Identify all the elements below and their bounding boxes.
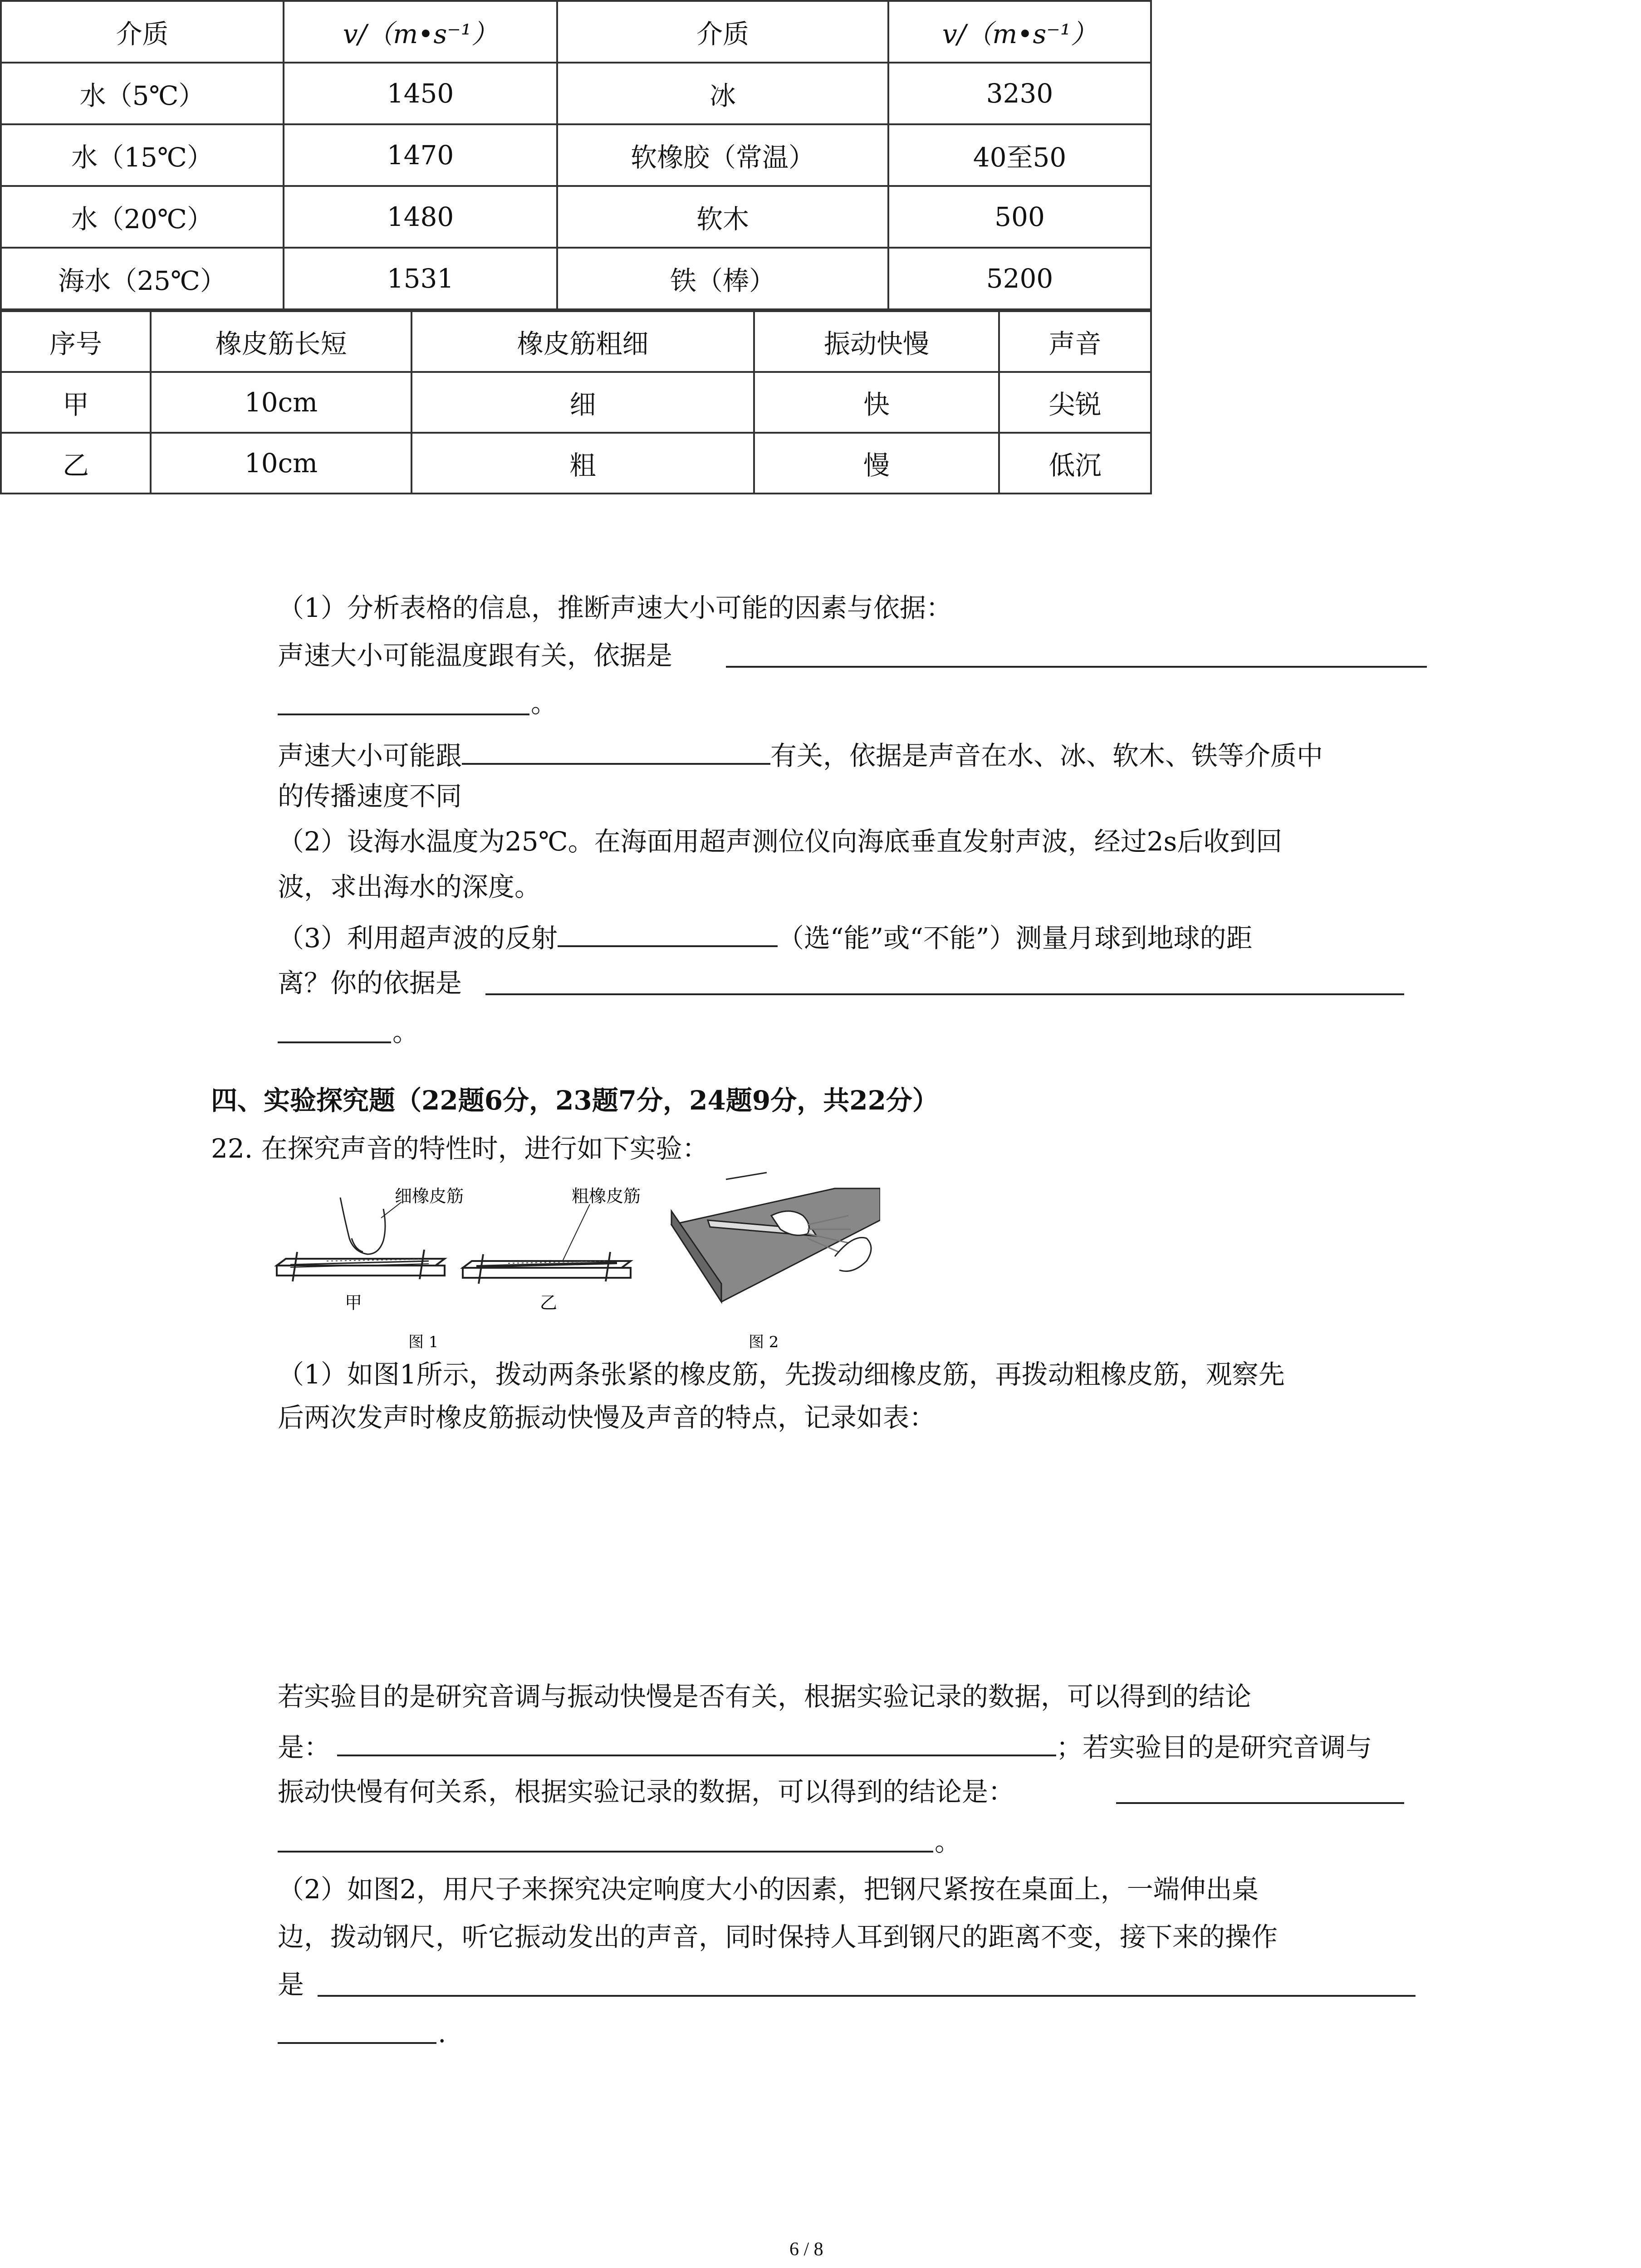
q22-part1-line2: 后两次发声时橡皮筋振动快慢及声音的特点，记录如表： [278,1402,936,1433]
table-cell: 快 [754,372,999,433]
q21-part1-b-cont: 的传播速度不同 [278,781,462,811]
q21-part3-line2: 离？你的依据是 [278,968,462,998]
table-cell: 软木 [557,186,888,248]
answer-blank[interactable] [318,1995,1416,1997]
q21-part2-line1: （2）设海水温度为25℃。在海面用超声测位仪向海底垂直发射声波，经过2s后收到回 [278,826,1283,857]
table-cell: 1450 [284,63,557,124]
table-row [1,124,1151,186]
figure2-caption: 图 2 [749,1333,779,1351]
table-cell: 水（5℃） [1,63,284,124]
table-header-cell: 序号 [1,311,151,372]
rubber-band-table [0,310,1152,494]
table-header-cell: 振动快慢 [754,311,999,372]
table-cell: 500 [888,186,1151,248]
table-row [1,63,1151,124]
q22-conclusion-line1: 若实验目的是研究音调与振动快慢是否有关，根据实验记录的数据，可以得到的结论 [278,1681,1252,1712]
answer-blank[interactable] [278,2042,436,2044]
table-row [1,248,1151,309]
table-cell: 低沉 [999,433,1151,494]
q21-part3-end2: 。 [392,1017,419,1047]
experiment-figure [272,1170,880,1352]
table-cell: 慢 [754,433,999,494]
table-cell: 细 [411,372,754,433]
answer-blank[interactable] [278,714,529,715]
table-cell: 粗 [411,433,754,494]
q21-part3-start: （3）利用超声波的反射 [278,923,558,953]
answer-blank[interactable] [1116,1802,1404,1804]
table-cell: 铁（棒） [557,248,888,309]
table-cell: 软橡胶（常温） [557,124,888,186]
answer-blank[interactable] [462,735,770,765]
table-cell: 水（20℃） [1,186,284,248]
page-number: 6 / 8 [789,2239,823,2260]
figure1-caption: 图 1 [408,1333,439,1351]
q21-part1-b-end: 有关，依据是声音在水、冰、软木、铁等介质中 [770,740,1323,771]
q22-part1-line1: （1）如图1所示，拨动两条张紧的橡皮筋，先拨动细橡皮筋，再拨动粗橡皮筋，观察先 [278,1359,1285,1390]
q21-part1-b [278,735,1323,774]
figure1-yi-board [463,1204,631,1284]
table-cell: 冰 [557,63,888,124]
table-header-cell: 介质 [1,1,284,63]
table-cell: 海水（25℃） [1,248,284,309]
q22-conclusion-end2: 。 [935,1826,961,1857]
figure-label-thin: 细橡皮筋 [395,1187,464,1206]
table-header-row [1,311,1151,372]
q21-part1-a-end: 。 [531,688,558,719]
table-header-cell: v/（m•s⁻¹） [284,1,557,63]
figure2-ruler-on-table [671,1173,880,1302]
speed-of-sound-table [0,0,1152,310]
figure-label-jia: 甲 [345,1294,362,1313]
table-cell: 10cm [151,372,411,433]
answer-blank[interactable] [278,1041,391,1043]
q22-conclusion-line2 [278,1726,1372,1765]
answer-blank[interactable] [337,1726,1056,1756]
figure-label-yi: 乙 [540,1294,558,1313]
table-header-cell: 橡皮筋粗细 [411,311,754,372]
table-header-cell: v/（m•s⁻¹） [888,1,1151,63]
q21-part1-intro: （1）分析表格的信息，推断声速大小可能的因素与依据： [278,592,952,623]
section-title: 四、实验探究题（22题6分，23题7分，24题9分，共22分） [211,1085,939,1116]
q21-part1-a-text: 声速大小可能温度跟有关，依据是 [278,640,673,671]
q22-part2-line2: 边，拨动钢尺，听它振动发出的声音，同时保持人耳到钢尺的距离不变，接下来的操作 [278,1921,1278,1952]
q22-part2-line1: （2）如图2，用尺子来探究决定响度大小的因素，把钢尺紧按在桌面上，一端伸出桌 [278,1874,1259,1905]
table-header-cell: 介质 [557,1,888,63]
q21-part1-b-start: 声速大小可能跟 [278,740,462,771]
table-row [1,186,1151,248]
q22-conclusion-start: 是： [278,1732,331,1763]
table-cell: 甲 [1,372,151,433]
answer-blank[interactable] [485,993,1404,995]
table-header-cell: 橡皮筋长短 [151,311,411,372]
table-row [1,372,1151,433]
q21-part2-line2: 波，求出海水的深度。 [278,871,541,902]
table-cell: 1531 [284,248,557,309]
answer-blank[interactable] [726,666,1427,668]
table-row [1,433,1151,494]
table-cell: 5200 [888,248,1151,309]
table-cell: 乙 [1,433,151,494]
q22-conclusion-end: ；若实验目的是研究音调与 [1056,1732,1372,1763]
table-cell: 尖锐 [999,372,1151,433]
table-cell: 水（15℃） [1,124,284,186]
q22-intro: 22. 在探究声音的特性时，进行如下实验： [211,1133,709,1164]
figure1-jia-board [277,1198,445,1281]
q21-part3-line1 [278,917,1253,956]
table-header-row [1,1,1151,63]
q22-part2-end: . [438,2018,446,2048]
table-cell: 40至50 [888,124,1151,186]
table-cell: 1480 [284,186,557,248]
q22-conclusion-line3: 振动快慢有何关系，根据实验记录的数据，可以得到的结论是： [278,1776,1015,1807]
answer-blank[interactable] [558,917,778,947]
q22-part2-line3: 是 [278,1969,304,2000]
table-header-cell: 声音 [999,311,1151,372]
q21-part3-end: （选“能”或“不能”）测量月球到地球的距 [777,923,1253,953]
table-cell: 3230 [888,63,1151,124]
answer-blank[interactable] [278,1851,933,1853]
table-cell: 1470 [284,124,557,186]
q21-part1-a [278,637,672,674]
figure-label-thick: 粗橡皮筋 [572,1187,641,1206]
table-cell: 10cm [151,433,411,494]
